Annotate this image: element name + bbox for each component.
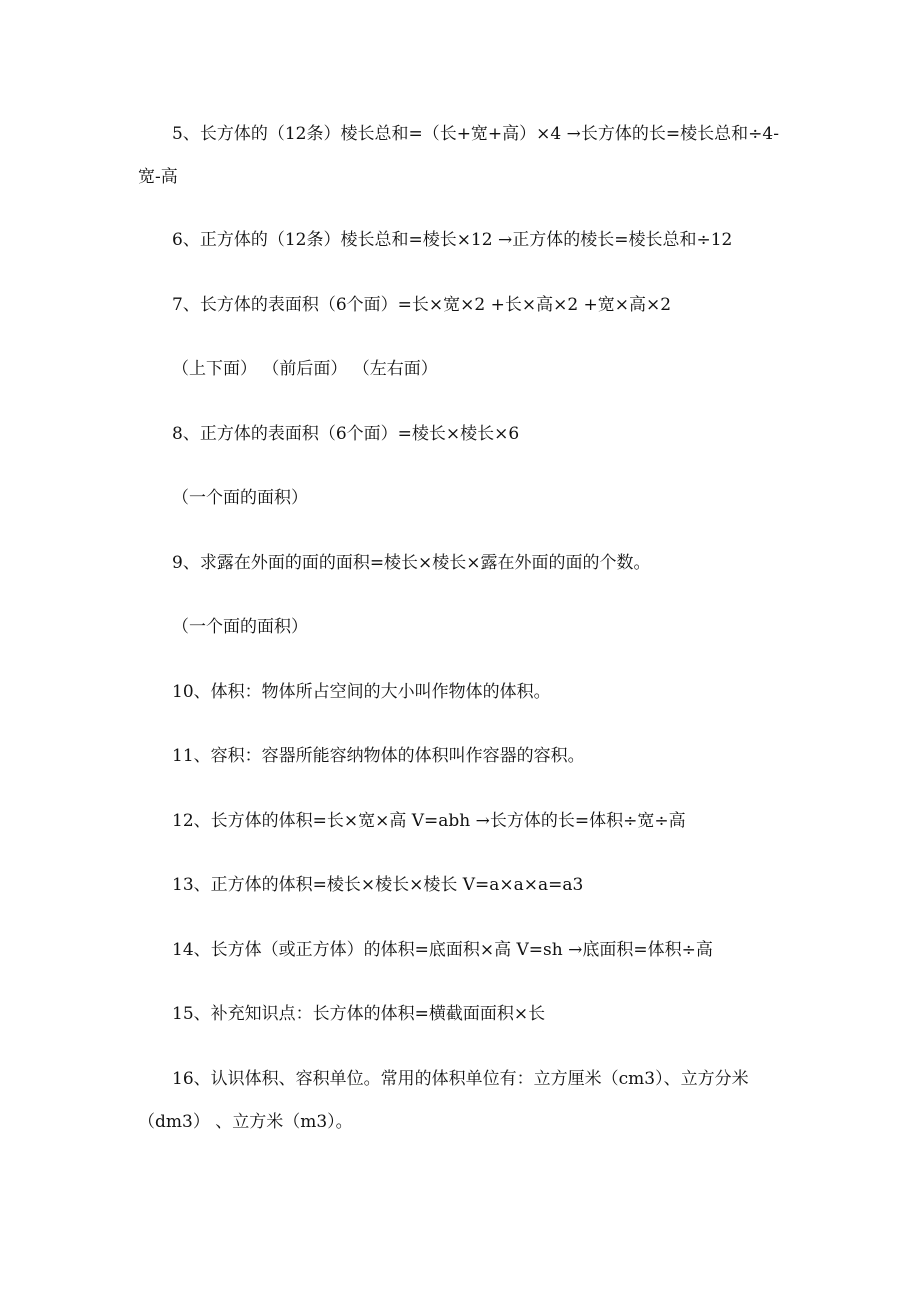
paragraph-6: 6、正方体的（12条）棱长总和=棱长×12 →正方体的棱长=棱长总和÷12 [172, 230, 733, 250]
paragraph-7-note: （上下面） （前后面） （左右面） [172, 359, 438, 379]
paragraph-7: 7、长方体的表面积（6个面）=长×宽×2 +长×高×2 +宽×高×2 [172, 295, 672, 315]
paragraph-8: 8、正方体的表面积（6个面）=棱长×棱长×6 [172, 424, 520, 444]
paragraph-10: 10、体积：物体所占空间的大小叫作物体的体积。 [172, 682, 551, 702]
paragraph-14: 14、长方体（或正方体）的体积=底面积×高 V=sh →底面积=体积÷高 [172, 940, 713, 960]
paragraph-12: 12、长方体的体积=长×宽×高 V=abh →长方体的长=体积÷宽÷高 [172, 811, 686, 831]
paragraph-16: 16、认识体积、容积单位。常用的体积单位有：立方厘米（cm3）、立方分米（dm3） 、立方米（m3）。 [138, 1069, 749, 1132]
paragraph-11: 11、容积：容器所能容纳物体的体积叫作容器的容积。 [172, 746, 585, 766]
paragraph-13: 13、正方体的体积=棱长×棱长×棱长 V=a×a×a=a3 [172, 875, 584, 895]
paragraph-9-note: （一个面的面积） [172, 617, 308, 637]
paragraph-8-note: （一个面的面积） [172, 488, 308, 508]
paragraph-15: 15、补充知识点：长方体的体积=横截面面积×长 [172, 1004, 546, 1024]
paragraph-5: 5、长方体的（12条）棱长总和=（长+宽+高）×4 →长方体的长=棱长总和÷4-宽-高 [138, 124, 779, 187]
paragraph-9: 9、求露在外面的面的面积=棱长×棱长×露在外面的面的个数。 [172, 553, 651, 573]
